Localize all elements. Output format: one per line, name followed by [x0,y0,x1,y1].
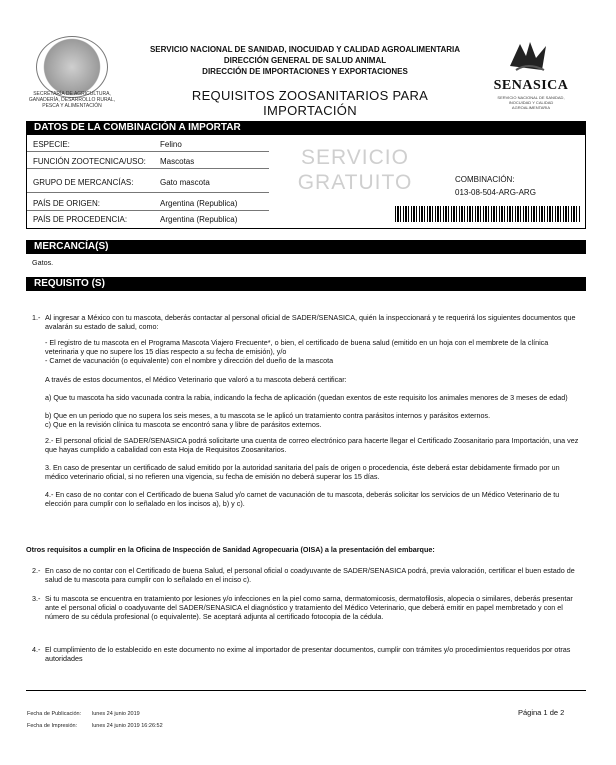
requirement-paragraph: 2.- El personal oficial de SADER/SENASICA podrá solicitarte una cuenta de correo electrónico para hacerte llegar el Certificado Zoosanitario para Importación, una vez que hayas cumplido a cabalidad con esta Hoja de Requisitos Zoosanitarios. [45,436,579,454]
origen-label: PAÍS DE ORIGEN: [33,199,100,208]
requirement-paragraph: - El registro de tu mascota en el Programa Mascota Viajero Frecuente*, o bien, el certificado de buena salud (emitido en un hoja con el membrete de la clínica veterinaria y que no supere los 15 días respecto a su fecha de emisión), y/o [45,338,549,356]
item-number: 4.- [32,645,41,654]
department-name: DIRECCIÓN DE IMPORTACIONES Y EXPORTACIONES [202,67,408,76]
directorate-name: DIRECCIÓN GENERAL DE SALUD ANIMAL [223,56,387,65]
row-divider [27,210,269,211]
watermark-line1: SERVICIO [301,146,409,169]
procedencia-label: PAÍS DE PROCEDENCIA: [33,215,128,224]
requirement-paragraph: 4.- En caso de no contar con el Certificado de buena Salud y/o carnet de vacunación de tu mascota, deberás solicitar los servicios de un Médico Veterinario de tu elección para cumplir con lo señalado en los incisos a), b) y c). [45,490,560,508]
requirement-paragraph: 3. En caso de presentar un certificado de salud emitido por la autoridad sanitaria del país de origen o procedencia, éste deberá estar debidamente firmado por un médico veterinario oficial, si no refieren una vigencia, su fecha de emisión no deberá superar los 15 días. [45,463,560,481]
agency-name: SERVICIO NACIONAL DE SANIDAD, INOCUIDAD Y CALIDAD AGROALIMENTARIA [149,45,461,54]
item-number: 3.- [32,594,41,603]
logo-subtitle: SERVICIO NACIONAL DE SANIDAD, INOCUIDAD Y CALIDAD AGROALIMENTARIA [497,95,565,110]
seal-caption: SECRETARÍA DE AGRICULTURA, GANADERÍA, DESARROLLO RURAL, PESCA Y ALIMENTACIÓN [28,91,116,109]
page-number: Página 1 de 2 [518,708,565,717]
publication-date: lunes 24 junio 2019 [92,711,140,717]
requirement-paragraph: b) Que en un periodo que no supera los seis meses, a tu mascota se le aplicó un tratamiento contra parásitos internos y parásitos externos. [45,411,491,420]
mercancia-text: Gatos. [32,258,54,267]
item-number: 1.- [32,313,41,322]
mexico-seal-icon [36,36,108,98]
requirement-paragraph: c) Que en la revisión clínica tu mascota se encontró sana y libre de parásitos externos. [45,420,322,429]
mercancia-heading: MERCANCÍA(S) [26,240,586,254]
requirement-paragraph: El cumplimiento de lo establecido en este documento no exime al importador de presentar documentos, cumplir con trámites y/o procedimientos requeridos por otras autoridades [45,645,571,663]
requisito-heading: REQUISITO (S) [26,277,586,291]
row-divider [27,168,269,169]
origen-value: Argentina (Republica) [160,199,238,208]
footer-divider [26,690,586,691]
other-requirements-heading: Otros requisitos a cumplir en la Oficina de Inspección de Sanidad Agropecuaria (OISA) a la presentación del embarque: [26,545,435,554]
publication-date-label: Fecha de Publicación: [27,711,82,717]
grupo-label: GRUPO DE MERCANCÍAS: [33,178,134,187]
combination-code: 013-08-504-ARG-ARG [455,188,536,197]
requirement-paragraph: Al ingresar a México con tu mascota, deberás contactar al personal oficial de SADER/SENASICA, quién la inspeccionará y te requerirá los siguientes documentos que avalarán su estado de salud, como: [45,313,576,331]
requirement-paragraph: Si tu mascota se encuentra en tratamiento por lesiones y/o infecciones en la piel como sarna, dermatomicosis, dermatofilosis, alopecia o similares, deberás presentar ante el personal oficial o coadyuvante del SADER/SENASICA el diagnóstico y tratamiento del Médico Veterinario, que deberá emitir en papel membretado y con el número de su cédula profesional (o equivalente). Se aceptará adjunta al certificado fotocopia de la cédula. [45,594,573,621]
requirement-paragraph: En caso de no contar con el Certificado de buena Salud, el personal oficial o coadyuvante de SADER/SENASICA podrá, previa valoración, certificar el buen estado de salud de tu mascota para cumplir con lo señalado en el inciso c). [45,566,575,584]
especie-value: Felino [160,140,182,149]
row-divider [27,151,269,152]
requirement-paragraph: - Carnet de vacunación (o equivalente) con el nombre y dirección del dueño de la mascota [45,356,334,365]
procedencia-value: Argentina (Republica) [160,215,238,224]
combination-label: COMBINACIÓN: [455,175,515,184]
print-date: lunes 24 junio 2019 16:26:52 [92,723,163,729]
item-number: 2.- [32,566,41,575]
especie-label: ESPECIE: [33,140,70,149]
senasica-logo-icon [506,36,550,76]
funcion-label: FUNCIÓN ZOOTECNICA/USO: [33,157,146,166]
requirement-paragraph: a) Que tu mascota ha sido vacunada contra la rabia, indicando la fecha de aplicación (quedan exentos de este requisito los animales menores de 3 meses de edad) [45,393,568,402]
funcion-value: Mascotas [160,157,195,166]
row-divider [27,192,269,193]
watermark-line2: GRATUITO [297,171,413,194]
document-title: REQUISITOS ZOOSANITARIOS PARA IMPORTACIÓN [191,88,429,118]
grupo-value: Gato mascota [160,178,210,187]
combination-heading: DATOS DE LA COMBINACIÓN A IMPORTAR [26,121,586,135]
barcode-icon [395,206,580,222]
requirement-paragraph: A través de estos documentos, el Médico Veterinario que valoró a tu mascota deberá certificar: [45,375,347,384]
logo-name: SENASICA [493,78,569,93]
print-date-label: Fecha de Impresión: [27,723,78,729]
